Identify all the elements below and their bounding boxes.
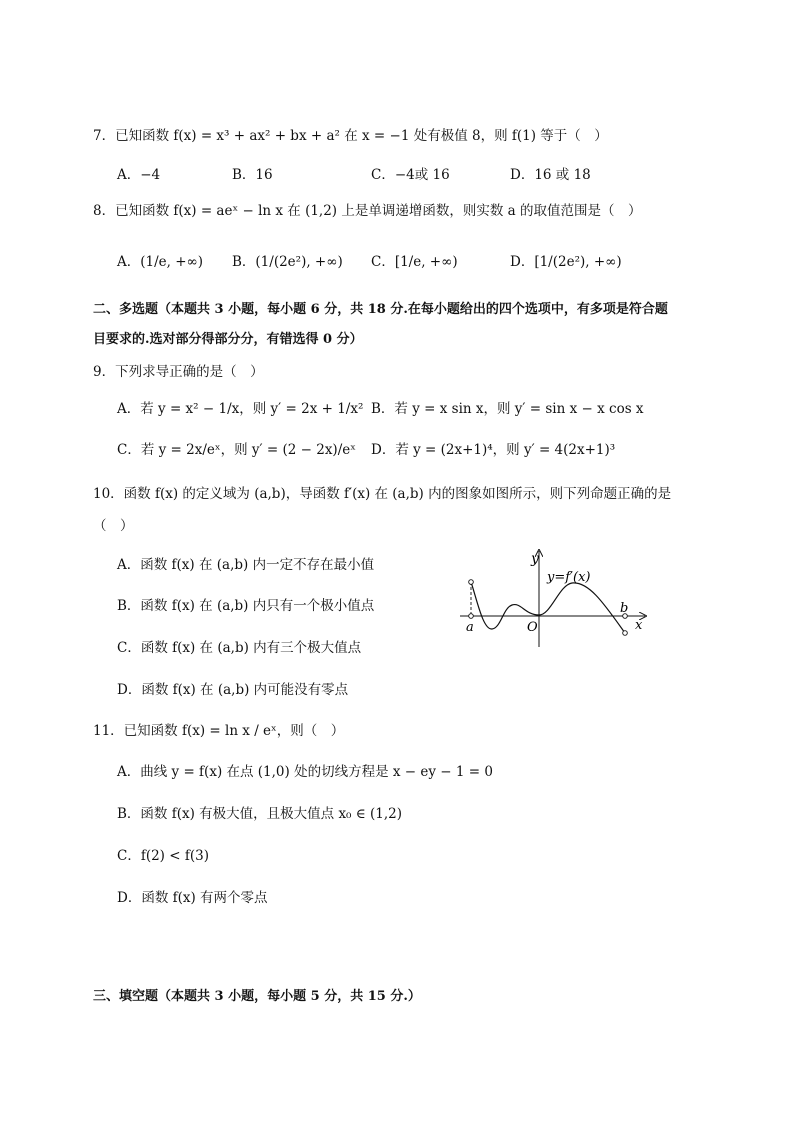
y-axis-label: y [531,551,539,567]
q8-option-c: C．[1/e, +∞) [371,254,458,270]
q11-option-d: D．函数 f(x) 有两个零点 [117,890,268,906]
section2-heading-line2: 目要求的.选对部分得部分分，有错选得 0 分） [93,332,363,347]
q8-option-a: A．(1/e, +∞) [117,254,204,270]
q7-option-d: D．16 或 18 [510,167,591,183]
q9-option-b: B．若 y = x sin x，则 y′ = sin x − x cos x [371,401,644,417]
section3-heading: 三、填空题（本题共 3 小题，每小题 5 分，共 15 分.） [93,989,421,1004]
a-label: a [466,620,474,635]
x-axis-label: x [635,618,643,633]
open-point-left [469,580,474,585]
derivative-graph [455,545,660,650]
section2-heading-line1: 二、多选题（本题共 3 小题，每小题 6 分，共 18 分.在每小题给出的四个选项中，有多项是符合题 [93,302,668,317]
q7-stem: 7．已知函数 f(x) = x³ + ax² + bx + a² 在 x = −1 处有极值 8，则 f(1) 等于（ ） [93,128,608,144]
q7-option-c: C．−4或 16 [371,167,450,183]
q10-answer-paren: （ ） [93,518,134,534]
q11-stem: 11．已知函数 f(x) = ln x / eˣ，则（ ） [93,723,345,739]
q9-option-d: D．若 y = (2x+1)⁴，则 y′ = 4(2x+1)³ [371,442,616,458]
q10-stem: 10．函数 f(x) 的定义域为 (a,b)，导函数 f′(x) 在 (a,b) 内的图象如图所示，则下列命题正确的是 [93,486,672,502]
q10-option-b: B．函数 f(x) 在 (a,b) 内只有一个极小值点 [117,598,375,614]
q9-stem: 9．下列求导正确的是（ ） [93,364,264,380]
q9-option-a: A．若 y = x² − 1/x，则 y′ = 2x + 1/x² [117,401,364,417]
open-point-right [623,631,628,636]
q7-option-a: A．−4 [117,167,161,183]
q8-option-b: B．(1/(2e²), +∞) [232,254,343,270]
q8-option-d: D．[1/(2e²), +∞) [510,254,622,270]
q9-option-c: C．若 y = 2x/eˣ，则 y′ = (2 − 2x)/eˣ [117,442,356,458]
q10-option-d: D．函数 f(x) 在 (a,b) 内可能没有零点 [117,682,349,698]
q7-option-b: B．16 [232,167,273,183]
curve-label: y=f′(x) [547,570,591,585]
origin-label: O [527,620,538,635]
q10-option-a: A．函数 f(x) 在 (a,b) 内一定不存在最小值 [117,557,375,573]
q11-option-b: B．函数 f(x) 有极大值，且极大值点 x₀ ∈ (1,2) [117,806,403,822]
q11-option-c: C．f(2) < f(3) [117,848,209,864]
q10-option-c: C．函数 f(x) 在 (a,b) 内有三个极大值点 [117,640,362,656]
q11-option-a: A．曲线 y = f(x) 在点 (1,0) 处的切线方程是 x − ey − 1 = 0 [117,764,493,780]
q8-stem: 8．已知函数 f(x) = aeˣ − ln x 在 (1,2) 上是单调递增函数，则实数 a 的取值范围是（ ） [93,203,642,219]
b-label: b [620,601,629,616]
derivative-curve [471,582,625,633]
open-point-a [469,614,474,619]
